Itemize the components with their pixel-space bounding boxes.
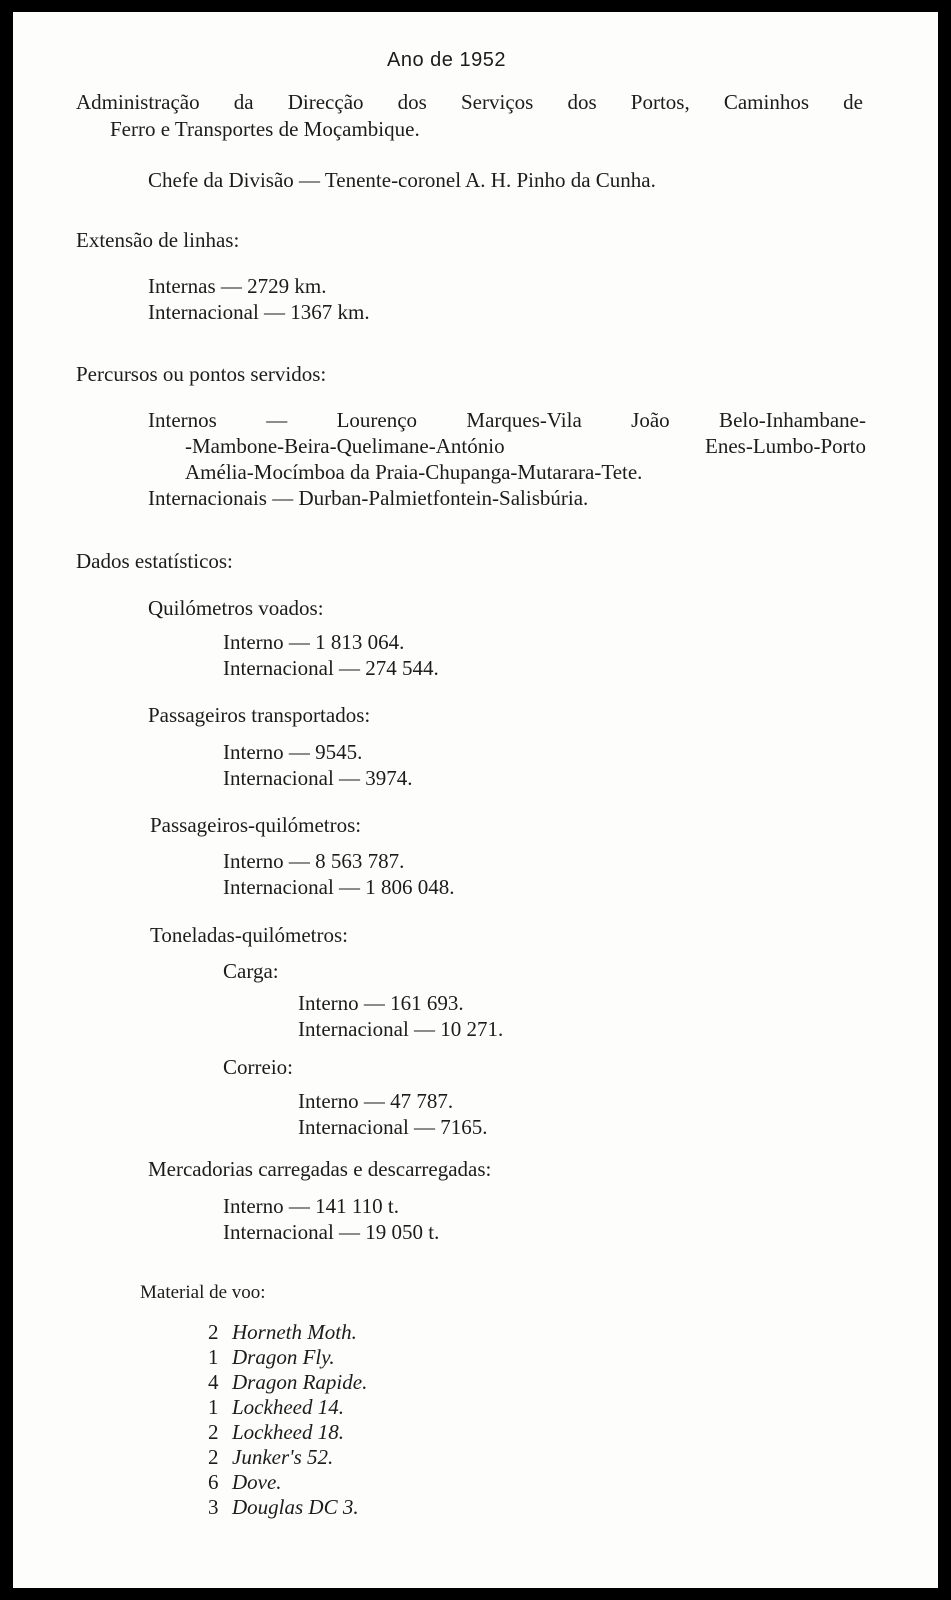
fleet-item-name: Lockheed 18. xyxy=(232,1420,344,1444)
passenger-km-label: Passageiros-quilómetros: xyxy=(150,813,362,837)
fleet-item-count: 6 xyxy=(208,1470,219,1494)
carga-label: Carga: xyxy=(223,959,279,983)
fleet-item-name: Douglas DC 3. xyxy=(232,1495,359,1519)
passengers-label: Passageiros transportados: xyxy=(148,703,371,727)
division-chief: Chefe da Divisão — Tenente-coronel A. H. Pinho da Cunha. xyxy=(148,168,656,192)
fleet-item-count: 2 xyxy=(208,1445,219,1469)
carga-internacional: Internacional — 10 271. xyxy=(298,1017,504,1041)
fleet-item-name: Dove. xyxy=(232,1470,282,1494)
goods-internacional: Internacional — 19 050 t. xyxy=(223,1220,440,1244)
extension-heading: Extensão de linhas: xyxy=(76,228,240,252)
km-flown-label: Quilómetros voados: xyxy=(148,596,324,620)
fleet-item-count: 2 xyxy=(208,1420,219,1444)
fleet-item-count: 2 xyxy=(208,1320,219,1344)
fleet-item xyxy=(208,1419,344,1445)
goods-label: Mercadorias carregadas e descarregadas: xyxy=(148,1157,492,1181)
passenger-km-interno: Interno — 8 563 787. xyxy=(223,849,405,873)
routes-internacionais: Internacionais — Durban-Palmietfontein-Salisbúria. xyxy=(148,486,589,510)
routes-internos-3: Amélia-Mocímboa da Praia-Chupanga-Mutarara-Tete. xyxy=(185,460,643,484)
correio-internacional: Internacional — 7165. xyxy=(298,1115,488,1139)
fleet-item xyxy=(208,1469,282,1495)
fleet-item-name: Dragon Rapide. xyxy=(232,1370,368,1394)
correio-interno: Interno — 47 787. xyxy=(298,1089,454,1113)
passenger-km-internacional: Internacional — 1 806 048. xyxy=(223,875,455,899)
correio-label: Correio: xyxy=(223,1055,293,1079)
fleet-item-count: 4 xyxy=(208,1370,219,1394)
fleet-item-count: 1 xyxy=(208,1345,219,1369)
fleet-item-count: 3 xyxy=(208,1495,219,1519)
passengers-internacional: Internacional — 3974. xyxy=(223,766,413,790)
goods-interno: Interno — 141 110 t. xyxy=(223,1194,399,1218)
document-page xyxy=(13,12,938,1588)
extension-internacional: Internacional — 1367 km. xyxy=(148,300,370,324)
fleet-item xyxy=(208,1444,333,1470)
km-flown-interno: Interno — 1 813 064. xyxy=(223,630,405,654)
carga-interno: Interno — 161 693. xyxy=(298,991,464,1015)
stats-heading: Dados estatísticos: xyxy=(76,549,233,573)
fleet-item xyxy=(208,1319,357,1345)
fleet-item xyxy=(208,1369,367,1395)
administration-line-2: Ferro e Transportes de Moçambique. xyxy=(110,117,420,141)
routes-internos-1: Internos — Lourenço Marques-Vila João Belo-Inhambane- xyxy=(148,408,866,432)
fleet-item xyxy=(208,1344,335,1370)
fleet-item-name: Dragon Fly. xyxy=(232,1345,335,1369)
administration-line-1: Administração da Direcção dos Serviços dos Portos, Caminhos de xyxy=(76,90,863,114)
passengers-interno: Interno — 9545. xyxy=(223,740,363,764)
fleet-item-name: Junker's 52. xyxy=(232,1445,334,1469)
fleet-item-name: Lockheed 14. xyxy=(232,1395,344,1419)
fleet-item-count: 1 xyxy=(208,1395,219,1419)
km-flown-internacional: Internacional — 274 544. xyxy=(223,656,439,680)
fleet-item xyxy=(208,1394,344,1420)
fleet-item-name: Horneth Moth. xyxy=(232,1320,357,1344)
fleet-item xyxy=(208,1494,359,1520)
extension-internas: Internas — 2729 km. xyxy=(148,274,327,298)
year-title: Ano de 1952 xyxy=(387,49,506,71)
routes-heading: Percursos ou pontos servidos: xyxy=(76,362,327,386)
ton-km-label: Toneladas-quilómetros: xyxy=(150,923,348,947)
fleet-heading: Material de voo: xyxy=(140,1282,266,1303)
routes-internos-2: -Mambone-Beira-Quelimane-António Enes-Lumbo-Porto xyxy=(185,434,866,458)
